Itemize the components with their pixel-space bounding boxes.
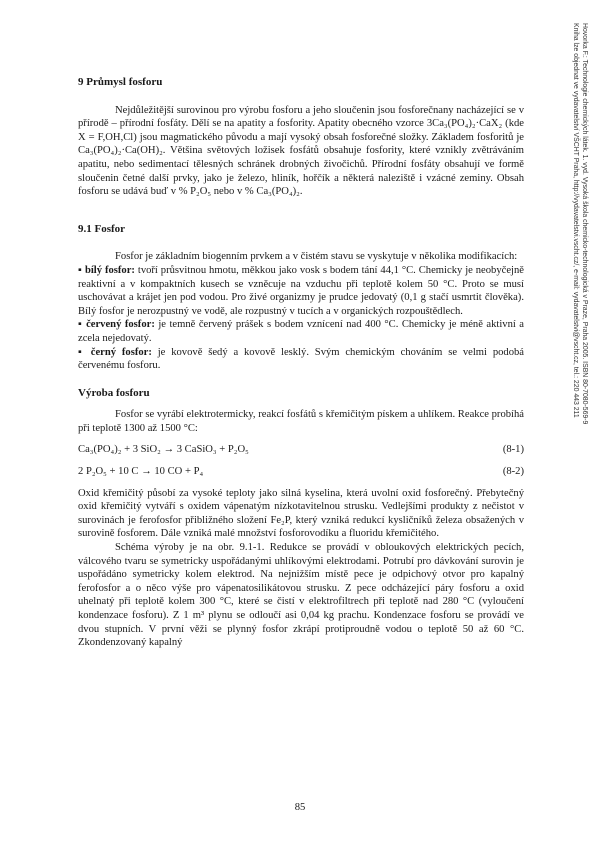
bullet-black-phosphorus: ▪ černý fosfor: je kovově šedý a kovově lesklý. Svým chemickým chováním se velmi podobá červenému fosforu.	[78, 346, 524, 372]
production-heading: Výroba fosforu	[78, 386, 150, 399]
intro-paragraph: Nejdůležitější surovinou pro výrobu fosforu a jeho sloučenin jsou fosforečnany nacházející se v přírodě – přírodní fosfáty. Dělí se na apatity a fosfority. Apatity obecného vzorce 3Ca₃(PO₄)₂·CaX₂ (kde X = F,OH,Cl) jsou magmatického původu a mají vysoký obsah fosforečné složky. Základem fosforitů je Ca₃(PO₄)₂·Ca(OH)₂. Většina světových ložisek fosfátů obsahuje fosfority, které vznikly zvětráváním apatitu, nebo sedimentací tělesných schránek drobných živočichů. Přírodní fosfáty obsahují ve formě sloučenin četné další prvky, jako je železo, hliník, hořčík a některá naleziště i vzácné zeminy. Obsah fosforu se udává buď v % P₂O₅ nebo v % Ca₃(PO₄)₂.	[78, 104, 524, 198]
subsection-heading: 9.1 Fosfor	[78, 222, 126, 235]
production-paragraph-3: Schéma výroby je na obr. 9.1-1. Redukce se provádí v obloukových elektrických pecích, válcového tvaru se symetricky uspořádanými uhlíkovými elektrodami. Potrubí pro dávkování surovin je uspořádáno symetricky kolem elektrod. Na nejnižším místě pece je odpichový otvor pro kapalný ferofosfor a o něco výše pro vápenatosilikátovou strusku. Z pece odcházející páry fosforu a oxid uhelnatý při teplotě kolem 300 °C, které se čistí v elektrofiltrech při teplotě nad 280 °C (vyloučení kondenzace fosforu). Z 1 m³ plynu se odloučí asi 0,04 kg prachu. Kondenzace fosforu se provádí ve dvou stupních. V první věži se plynný fosfor zkrápí protiproudně vodou o teplotě 50 až 60 °C. Zkondenzovaný kapalný	[78, 542, 524, 649]
bullet-red-phosphorus: ▪ červený fosfor: je temně červený prášek s bodem vznícení nad 400 °C. Chemicky je méně aktivní a zcela nejedovatý.	[78, 319, 524, 344]
bullet-white-phosphorus: ▪ bílý fosfor: tvoří průsvitnou hmotu, měkkou jako vosk s bodem tání 44,1 °C. Chemicky je neobyčejně reaktivní a v kompaktních kusech se vzněcuje na vzduchu při teplotě kolem 50 °C. Proto se musí uschovávat a krájet jen pod vodou. Pro živé organizmy je prudce jedovatý (0,1 g stačí usmrtit člověka). Bílý fosfor je nerozpustný ve vodě, ale rozpustný v tucích a v organických rozpouštědlech.	[78, 264, 525, 317]
citation-line-1: Hovorka F.: Technologie chemických látek. 1. vyd. Vysoká škola chemicko-technologická v Praze, Praha 2005. ISBN 80-7080-569-9	[581, 23, 588, 425]
fosfor-intro: Fosfor je základním biogenním prvkem a v čistém stavu se vyskytuje v několika modifikacích:	[115, 251, 518, 263]
side-citation	[571, 23, 589, 759]
citation-line-2: Kniha lze objednat ve vydavatelství VŠCHT Praha, http://vydavatelstvi.vscht.cz/, e-mail: vydavatelstvi@vscht.cz, tel.: 220 443 211	[572, 23, 579, 418]
production-paragraph-2: Oxid křemičitý působí za vysoké teploty jako silná kyselina, která uvolní oxid fosforečný. Přebytečný oxid křemičitý vytváří s oxidem vápenatým nízkotavitelnou strusku. Vedlejšími produkty z nečistot v surovinách je ferofosfor přibližného složení Fe₂P, který vzniká redukcí kysličníků železa obsažených v surovině fosforem. Dále vzniká malé množství fosforovodíku a fluoridu křemičitého.	[78, 487, 524, 540]
equation-2: 2 P₂O₅ + 10 C → 10 CO + P₄ (8-2)	[78, 466, 524, 478]
equation-1: Ca₃(PO₄)₂ + 3 SiO₂ → 3 CaSiO₃ + P₂O₅ (8-1)	[78, 444, 524, 456]
page-content	[78, 76, 524, 650]
page-number: 85	[294, 802, 306, 813]
production-paragraph-1: Fosfor se vyrábí elektrotermicky, reakcí fosfátů s křemičitým pískem a uhlíkem. Reakce probíhá při teplotě 1300 až 1500 °C:	[78, 409, 524, 434]
section-heading: 9 Průmysl fosforu	[78, 76, 163, 88]
